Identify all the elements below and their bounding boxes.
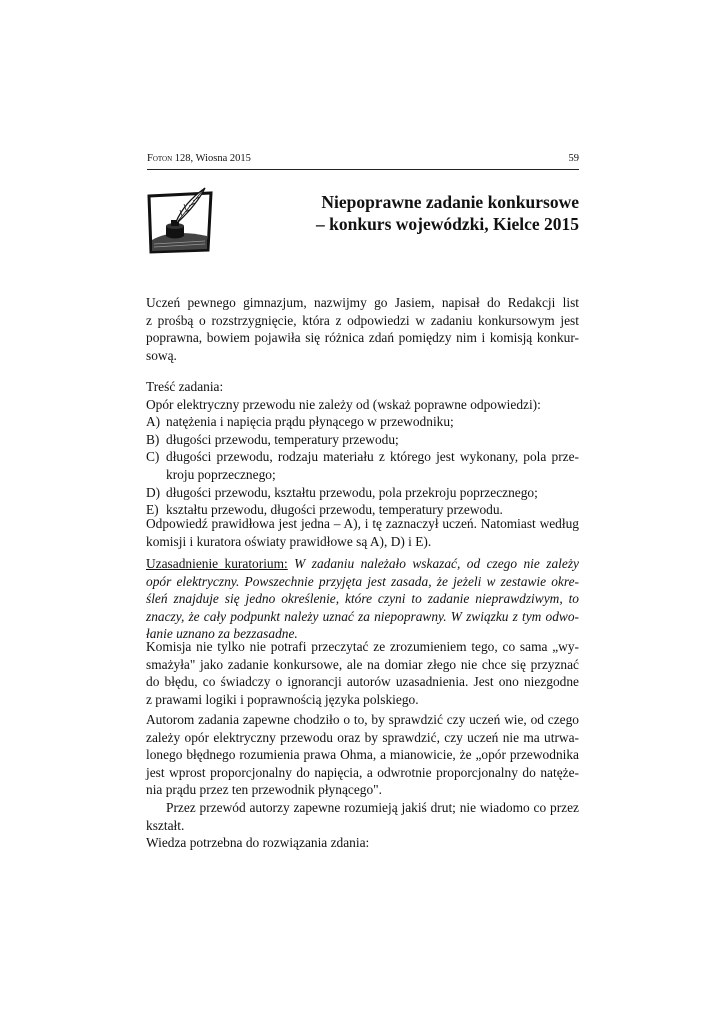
option-text: natężenia i napięcia prądu płynącego w przewodniku;	[166, 414, 454, 430]
text-line: znaczy, że cały podpunkt należy uznać za niepoprawny. W związku z tym odwo-	[146, 608, 579, 624]
text-line: zależy opór elektryczny przewodu oraz by sprawdzić, czy uczeń nie ma utrwa-	[146, 729, 579, 745]
intro-paragraph	[146, 294, 579, 364]
option-text: kształtu przewodu, długości przewodu, temperatury przewodu.	[166, 502, 503, 518]
option-label: D)	[146, 484, 161, 500]
commission-paragraph	[146, 638, 579, 708]
text-line: poprawna, bowiem pojawiła się różnica zdań pomiędzy nim i komisją konkur-	[146, 330, 579, 346]
text-line: śleń znajduje się jedno określenie, które czyni to zadanie nieprawdziwym, to	[146, 591, 579, 607]
text-line: Przez przewód autorzy zapewne rozumieją jakiś drut; nie wiadomo co przez	[166, 799, 579, 815]
text-line: Uczeń pewnego gimnazjum, nazwijmy go Jasiem, napisał do Redakcji list	[146, 295, 579, 310]
task-heading: Treść zadania:	[146, 379, 224, 394]
text-line: jest wprost proporcjonalny do napięcia, a odwrotnie proporcjonalny do natęże-	[146, 764, 579, 780]
text-line: Komisja nie tylko nie potrafi przeczytać ze zrozumieniem tego, co sama „wy-	[146, 639, 579, 654]
justification-label: Uzasadnienie kuratorium:	[146, 556, 288, 571]
option-label: B)	[146, 431, 160, 447]
option-a	[146, 413, 579, 431]
answer-paragraph	[146, 515, 579, 550]
text-line: nia prądu przez ten przewodnik płynącego".	[146, 782, 382, 798]
text-line: Odpowiedź prawidłowa jest jedna – A), i tę zaznaczył uczeń. Natomiast według	[146, 516, 579, 531]
journal-info	[147, 153, 251, 164]
text-line: Autorom zadania zapewne chodziło o to, by sprawdzić czy uczeń wie, od czego	[146, 712, 579, 727]
text-line: do błędu, co świadczy o ignorancji autorów uzasadnienia. Jest ono niezgodne	[146, 674, 579, 690]
option-text: kroju poprzecznego;	[166, 466, 276, 482]
article-title	[240, 191, 579, 235]
title-line-2: – konkurs wojewódzki, Kielce 2015	[316, 214, 579, 234]
text-line: z prośbą o rozstrzygnięcie, która z odpowiedzi w zadaniu konkursowym jest	[146, 312, 579, 328]
page-number: 59	[568, 153, 579, 164]
text-line: opór elektryczny. Powszechnie przyjęta jest zasada, że jeżeli w zestawie okre-	[146, 573, 579, 589]
text-line: kształt.	[146, 817, 185, 833]
text-line: z prawami logiki i poprawnością języka polskiego.	[146, 691, 419, 707]
option-label: E)	[146, 502, 159, 518]
option-b	[146, 431, 579, 449]
title-line-1: Niepoprawne zadanie konkursowe	[321, 192, 579, 212]
text-line: komisji i kuratora oświaty prawidłowe są A), D) i E).	[146, 533, 432, 549]
text-line: smażyła" jako zadanie konkursowe, ale na domiar złego nie chce się przyznać	[146, 656, 579, 672]
knowledge-heading: Wiedza potrzebna do rozwiązania zdania:	[146, 835, 370, 851]
option-d	[146, 484, 579, 502]
text-line: lonego błędnego rozumienia prawa Ohma, a mianowicie, że „opór przewodnika	[146, 747, 579, 763]
quill-and-inkwell-illustration	[145, 186, 215, 258]
running-header	[147, 153, 579, 170]
option-text: długości przewodu, rodzaju materiału z którego jest wykonany, pola prze-	[166, 449, 579, 465]
text-line: łanie uznano za bezzasadne.	[146, 626, 298, 642]
journal-name: Foton	[147, 153, 173, 164]
text-line	[146, 555, 579, 573]
authors-paragraph	[146, 711, 579, 852]
option-label: A)	[146, 414, 161, 430]
option-c	[146, 448, 579, 483]
task-section	[146, 378, 579, 519]
text-line: sową.	[146, 347, 177, 363]
option-label: C)	[146, 449, 160, 465]
justification-paragraph	[146, 555, 579, 643]
option-text: długości przewodu, temperatury przewodu;	[166, 431, 399, 447]
justification-quote: W zadaniu należało wskazać, od czego nie zależy	[287, 556, 579, 571]
journal-issue: 128, Wiosna 2015	[172, 153, 251, 164]
option-text: długości przewodu, kształtu przewodu, pola przekroju poprzecznego;	[166, 484, 538, 500]
task-question: Opór elektryczny przewodu nie zależy od (wskaż poprawne odpowiedzi):	[146, 396, 541, 412]
